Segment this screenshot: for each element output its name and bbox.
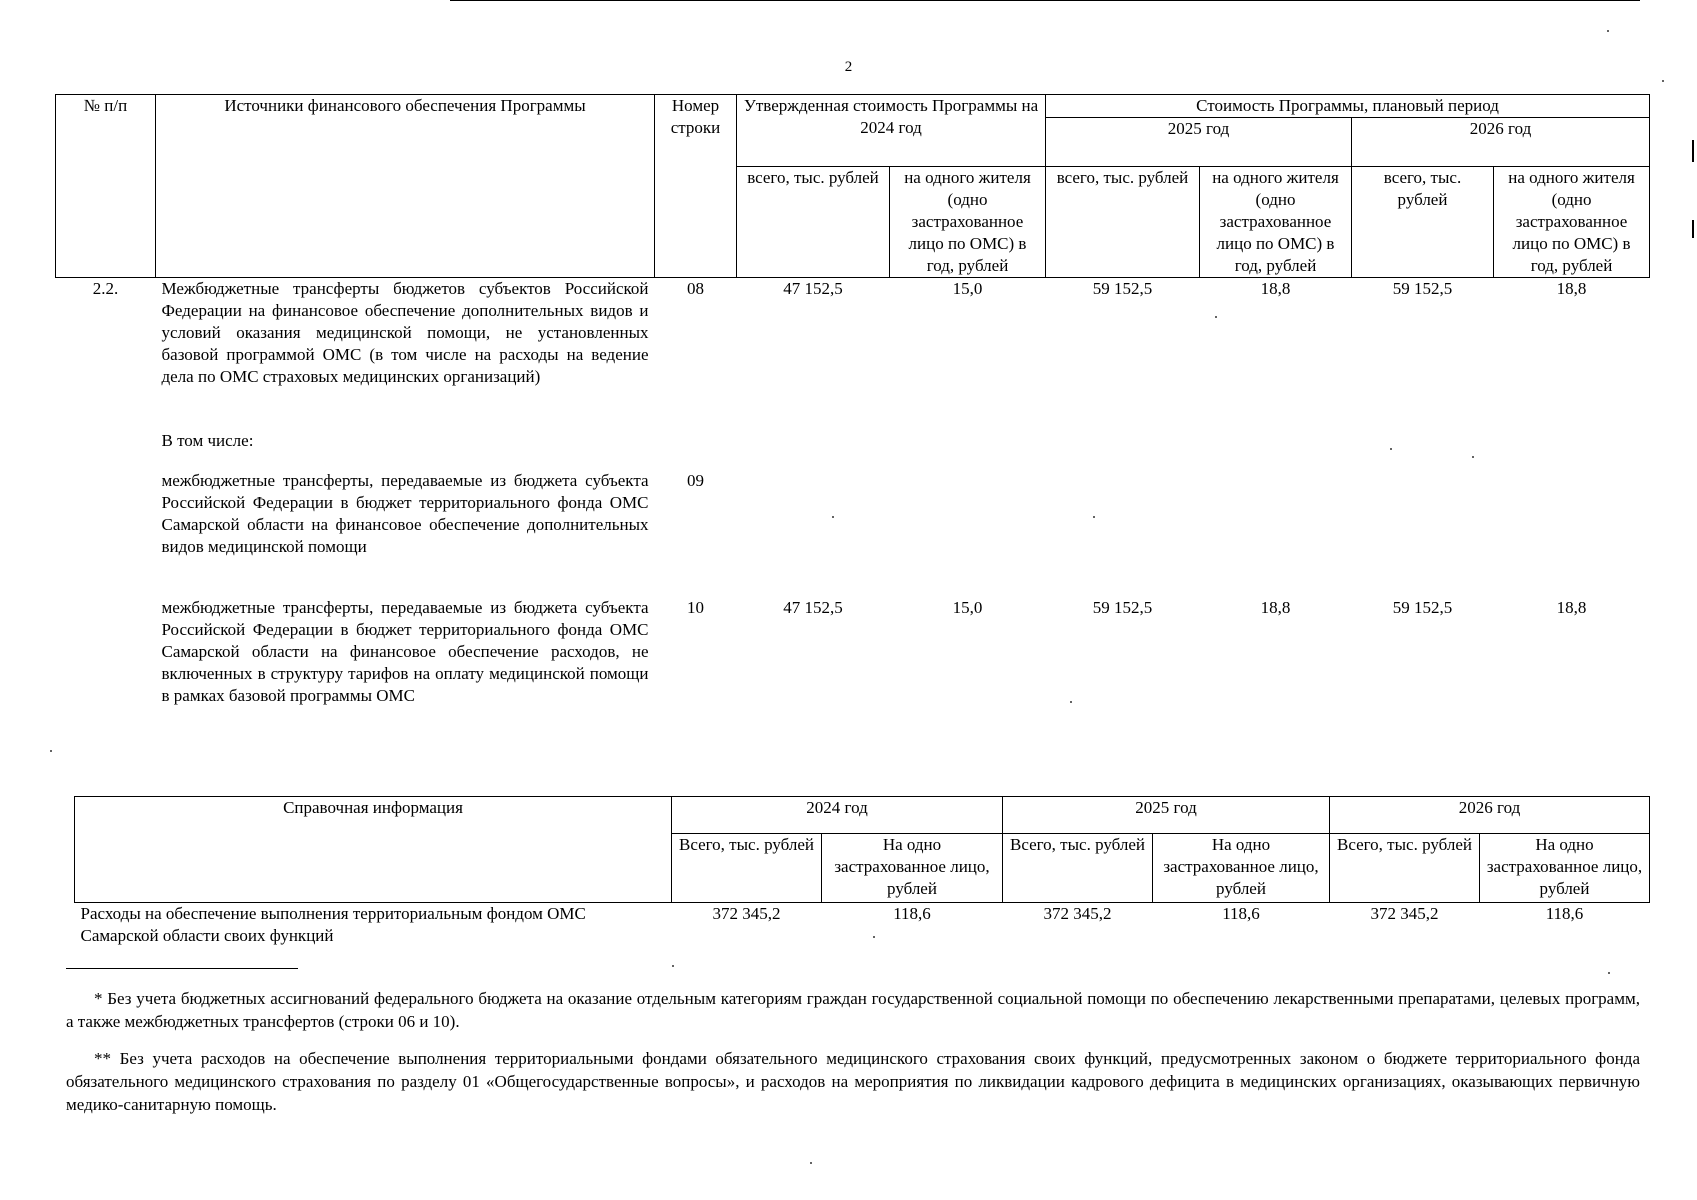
scan-speck bbox=[1093, 516, 1095, 518]
scan-speck bbox=[873, 936, 875, 938]
row-number: 09 bbox=[687, 471, 704, 490]
row-source: межбюджетные трансферты, передаваемые из бюджета субъекта Российской Федерации в бюджет территориального фонда ОМС Самарской области на финансовое обеспечение дополнительных видов медицинской помощи bbox=[161, 471, 649, 556]
row-num: 2.2. bbox=[92, 279, 119, 298]
ref-row-per-2025: 118,6 bbox=[1222, 904, 1260, 923]
table-row bbox=[56, 278, 1650, 431]
program-cost-table bbox=[55, 94, 1650, 737]
row-total-2025 bbox=[1046, 470, 1200, 597]
ref-header-year-2024: 2024 год bbox=[672, 797, 1003, 834]
footnote-1: * Без учета бюджетных ассигнований федерального бюджета на оказание отдельным категориям граждан государственной социальной помощи по обеспечению лекарственными препаратами, целевых программ, а также межбюджетных трансфертов (строки 06 и 10). bbox=[66, 989, 1640, 1031]
row-total-2026: 59 152,5 bbox=[1392, 279, 1453, 298]
row-total-2024 bbox=[737, 470, 890, 597]
header-source: Источники финансового обеспечения Программы bbox=[156, 95, 655, 278]
row-num bbox=[56, 430, 156, 470]
row-per-2026: 18,8 bbox=[1556, 279, 1587, 298]
header-total-2025: всего, тыс. рублей bbox=[1046, 167, 1200, 278]
header-num: № п/п bbox=[56, 95, 156, 278]
table-row bbox=[56, 597, 1650, 737]
row-per-2026 bbox=[1494, 430, 1650, 470]
row-number bbox=[655, 430, 737, 470]
scan-speck bbox=[1607, 30, 1609, 32]
row-source: В том числе: bbox=[161, 431, 254, 450]
row-per-2024: 15,0 bbox=[952, 279, 983, 298]
row-total-2026 bbox=[1352, 430, 1494, 470]
ref-row-total-2026: 372 345,2 bbox=[1370, 904, 1439, 923]
scan-speck bbox=[810, 1162, 812, 1164]
ref-row-label: Расходы на обеспечение выполнения территориальным фондом ОМС Самарской области своих функций bbox=[80, 904, 586, 945]
ref-header-total-2026: Всего, тыс. рублей bbox=[1330, 834, 1480, 903]
row-per-2024: 15,0 bbox=[952, 598, 983, 617]
scan-speck bbox=[1390, 448, 1392, 450]
row-num bbox=[56, 597, 156, 737]
row-per-2025 bbox=[1200, 470, 1352, 597]
header-total-2026: всего, тыс. рублей bbox=[1352, 167, 1494, 278]
header-per-person-2026: на одного жителя (одно застрахованное лицо по ОМС) в год, рублей bbox=[1494, 167, 1650, 278]
ref-header-year-2026: 2026 год bbox=[1330, 797, 1650, 834]
scan-edge-mark bbox=[1692, 220, 1694, 238]
header-per-person-2025: на одного жителя (одно застрахованное лицо по ОМС) в год, рублей bbox=[1200, 167, 1352, 278]
ref-row-per-2024: 118,6 bbox=[893, 904, 931, 923]
row-total-2024: 47 152,5 bbox=[783, 598, 843, 617]
scan-edge-mark bbox=[1692, 140, 1694, 162]
ref-header-per-2024: На одно застрахованное лицо, рублей bbox=[822, 834, 1003, 903]
ref-row-per-2026: 118,6 bbox=[1545, 904, 1584, 923]
scan-speck bbox=[1662, 80, 1664, 82]
row-source: Межбюджетные трансферты бюджетов субъектов Российской Федерации на финансовое обеспечение дополнительных видов и условий оказания медицинской помощи, не установленных базовой программой ОМС (в том числе на расходы на ведение дела по ОМС страховых медицинских организаций) bbox=[161, 279, 649, 386]
ref-header-per-2026: На одно застрахованное лицо, рублей bbox=[1480, 834, 1650, 903]
top-rule bbox=[450, 0, 1640, 1]
ref-header-total-2025: Всего, тыс. рублей bbox=[1003, 834, 1153, 903]
row-per-2025: 18,8 bbox=[1260, 598, 1291, 617]
footnote-rule bbox=[66, 968, 298, 969]
scan-speck bbox=[672, 965, 674, 967]
scan-speck bbox=[50, 750, 52, 752]
row-total-2026 bbox=[1352, 470, 1494, 597]
row-per-2026: 18,8 bbox=[1556, 598, 1587, 617]
ref-row-total-2024: 372 345,2 bbox=[712, 904, 781, 923]
row-total-2026: 59 152,5 bbox=[1392, 598, 1453, 617]
footnote-2: ** Без учета расходов на обеспечение выполнения территориальными фондами обязательного медицинского страхования своих функций, предусмотренных законом о бюджете территориального фонда обязательного медицинского страхования по разделу 01 «Общегосударственные вопросы», и расходов на мероприятия по ликвидации кадрового дефицита в медицинских организациях, оказывающих первичную медико-санитарную помощь. bbox=[66, 1049, 1640, 1114]
header-year-2025: 2025 год bbox=[1046, 118, 1352, 167]
table-row bbox=[56, 470, 1650, 597]
row-source: межбюджетные трансферты, передаваемые из бюджета субъекта Российской Федерации в бюджет территориального фонда ОМС Самарской области на финансовое обеспечение расходов, не включенных в структуру тарифов на оплату медицинской помощи в рамках базовой программы ОМС bbox=[161, 598, 649, 705]
row-per-2024 bbox=[890, 430, 1046, 470]
header-year-2026: 2026 год bbox=[1352, 118, 1650, 167]
reference-info-table bbox=[74, 796, 1650, 951]
page-number: 2 bbox=[844, 59, 853, 75]
ref-header-per-2025: На одно застрахованное лицо, рублей bbox=[1153, 834, 1330, 903]
row-per-2024 bbox=[890, 470, 1046, 597]
header-row-number: Номер строки bbox=[655, 95, 737, 278]
scan-speck bbox=[1070, 701, 1072, 703]
row-total-2025: 59 152,5 bbox=[1092, 598, 1153, 617]
ref-header-total-2024: Всего, тыс. рублей bbox=[672, 834, 822, 903]
ref-header-title: Справочная информация bbox=[75, 797, 672, 903]
header-total-2024: всего, тыс. рублей bbox=[737, 167, 890, 278]
row-total-2024: 47 152,5 bbox=[783, 279, 843, 298]
row-number: 08 bbox=[687, 279, 704, 298]
scan-speck bbox=[1608, 972, 1610, 974]
header-per-person-2024: на одного жителя (одно застрахованное лицо по ОМС) в год, рублей bbox=[890, 167, 1046, 278]
row-per-2025 bbox=[1200, 430, 1352, 470]
header-planned-period: Стоимость Программы, плановый период bbox=[1046, 95, 1650, 118]
row-total-2025 bbox=[1046, 430, 1200, 470]
row-total-2025: 59 152,5 bbox=[1092, 279, 1153, 298]
header-approved-2024: Утвержденная стоимость Программы на 2024 год bbox=[737, 95, 1046, 167]
row-per-2026 bbox=[1494, 470, 1650, 597]
scan-speck bbox=[1215, 316, 1217, 318]
ref-row-total-2025: 372 345,2 bbox=[1043, 904, 1112, 923]
row-num bbox=[56, 470, 156, 597]
ref-header-year-2025: 2025 год bbox=[1003, 797, 1330, 834]
row-number: 10 bbox=[687, 598, 704, 617]
table-row bbox=[56, 430, 1650, 470]
scan-speck bbox=[832, 516, 834, 518]
scan-speck bbox=[1472, 456, 1474, 458]
table-row bbox=[75, 903, 1650, 952]
row-per-2025: 18,8 bbox=[1260, 279, 1291, 298]
row-total-2024 bbox=[737, 430, 890, 470]
